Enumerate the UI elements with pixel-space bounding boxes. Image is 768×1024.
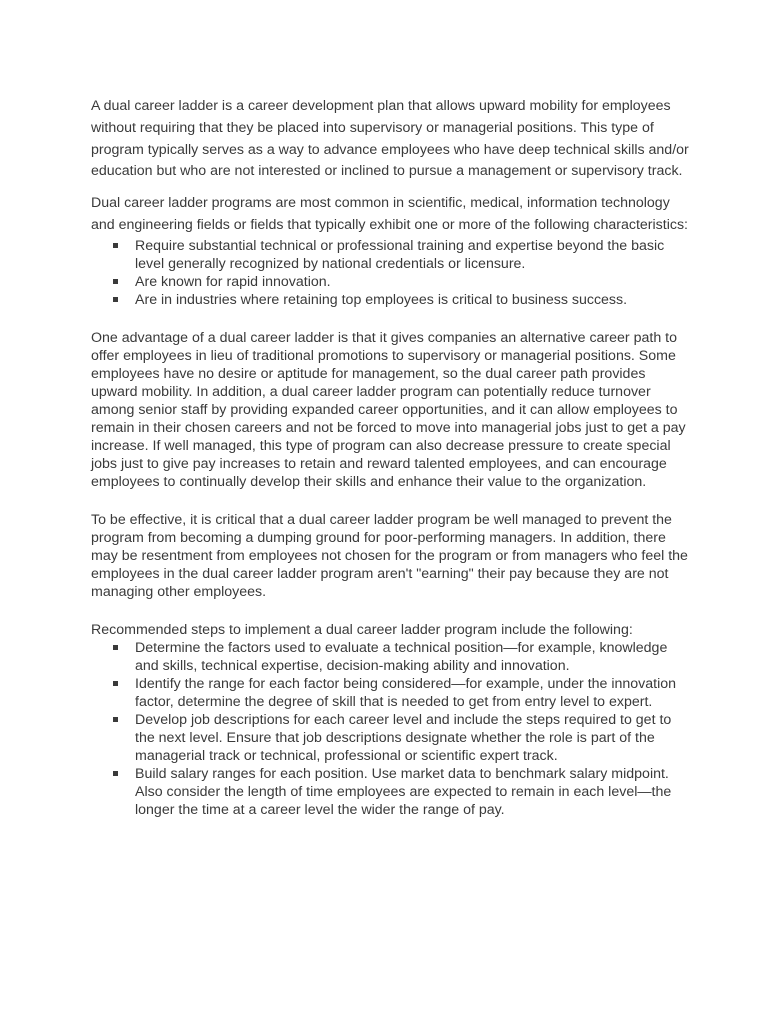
document-page	[91, 96, 691, 819]
effective-paragraph: To be effective, it is critical that a dual career ladder program be well managed to prevent the program from becoming a dumping ground for poor-performing managers. In addition, there may be resentment from employees not chosen for the program or from managers who feel the employees in the dual career ladder program aren't "earning" their pay because they are not managing other employees.	[91, 511, 688, 600]
steps-intro-paragraph: Recommended steps to implement a dual career ladder program include the following:	[91, 621, 633, 638]
list-item-text: Are in industries where retaining top employees is critical to business success.	[135, 291, 628, 308]
fields-intro-paragraph: Dual career ladder programs are most common in scientific, medical, information technology and engineering fields or fields that typically exhibit one or more of the following characteristics:	[91, 195, 688, 233]
list-item-text: Determine the factors used to evaluate a technical position—for example, knowledge and skills, technical expertise, decision-making ability and innovation.	[135, 639, 668, 674]
intro-paragraph: A dual career ladder is a career development plan that allows upward mobility for employees without requiring that they be placed into supervisory or managerial positions. This type of program typically serves as a way to advance employees who have deep technical skills and/or education but who are not interested or inclined to pursue a management or supervisory track.	[91, 98, 689, 180]
advantage-paragraph: One advantage of a dual career ladder is that it gives companies an alternative career path to offer employees in lieu of traditional promotions to supervisory or managerial positions. Some employees have no desire or aptitude for management, so the dual career path provides upward mobility. In addition, a dual career ladder program can potentially reduce turnover among senior staff by providing expanded career opportunities, and it can allow employees to remain in their chosen careers and not be forced to move into managerial jobs just to get a pay increase. If well managed, this type of program can also decrease pressure to create special jobs just to give pay increases to retain and reward talented employees, and can encourage employees to continually develop their skills and enhance their value to the organization.	[91, 329, 686, 490]
list-item	[135, 639, 691, 675]
list-item	[135, 711, 691, 765]
list-item-text: Identify the range for each factor being considered—for example, under the innovation factor, determine the degree of skill that is needed to get from entry level to expert.	[135, 675, 677, 710]
list-item	[135, 765, 691, 819]
list-item	[135, 237, 691, 273]
square-bullet-icon	[113, 645, 118, 650]
square-bullet-icon	[113, 279, 118, 284]
list-item	[135, 675, 691, 711]
list-item-text: Are known for rapid innovation.	[135, 273, 331, 290]
steps-list	[91, 639, 691, 819]
square-bullet-icon	[113, 681, 118, 686]
list-item	[135, 291, 691, 309]
characteristics-list	[91, 237, 691, 309]
square-bullet-icon	[113, 717, 118, 722]
square-bullet-icon	[113, 771, 118, 776]
square-bullet-icon	[113, 297, 118, 302]
list-item-text: Require substantial technical or professional training and expertise beyond the basic level generally recognized by national credentials or licensure.	[135, 237, 665, 272]
list-item-text: Develop job descriptions for each career level and include the steps required to get to the next level. Ensure that job descriptions designate whether the role is part of the managerial track or technical, professional or scientific expert track.	[135, 711, 672, 764]
list-item-text: Build salary ranges for each position. Use market data to benchmark salary midpoint. Also consider the length of time employees are expected to remain in each level—the longer the time at a career level the wider the range of pay.	[135, 765, 672, 818]
square-bullet-icon	[113, 243, 118, 248]
list-item	[135, 273, 691, 291]
